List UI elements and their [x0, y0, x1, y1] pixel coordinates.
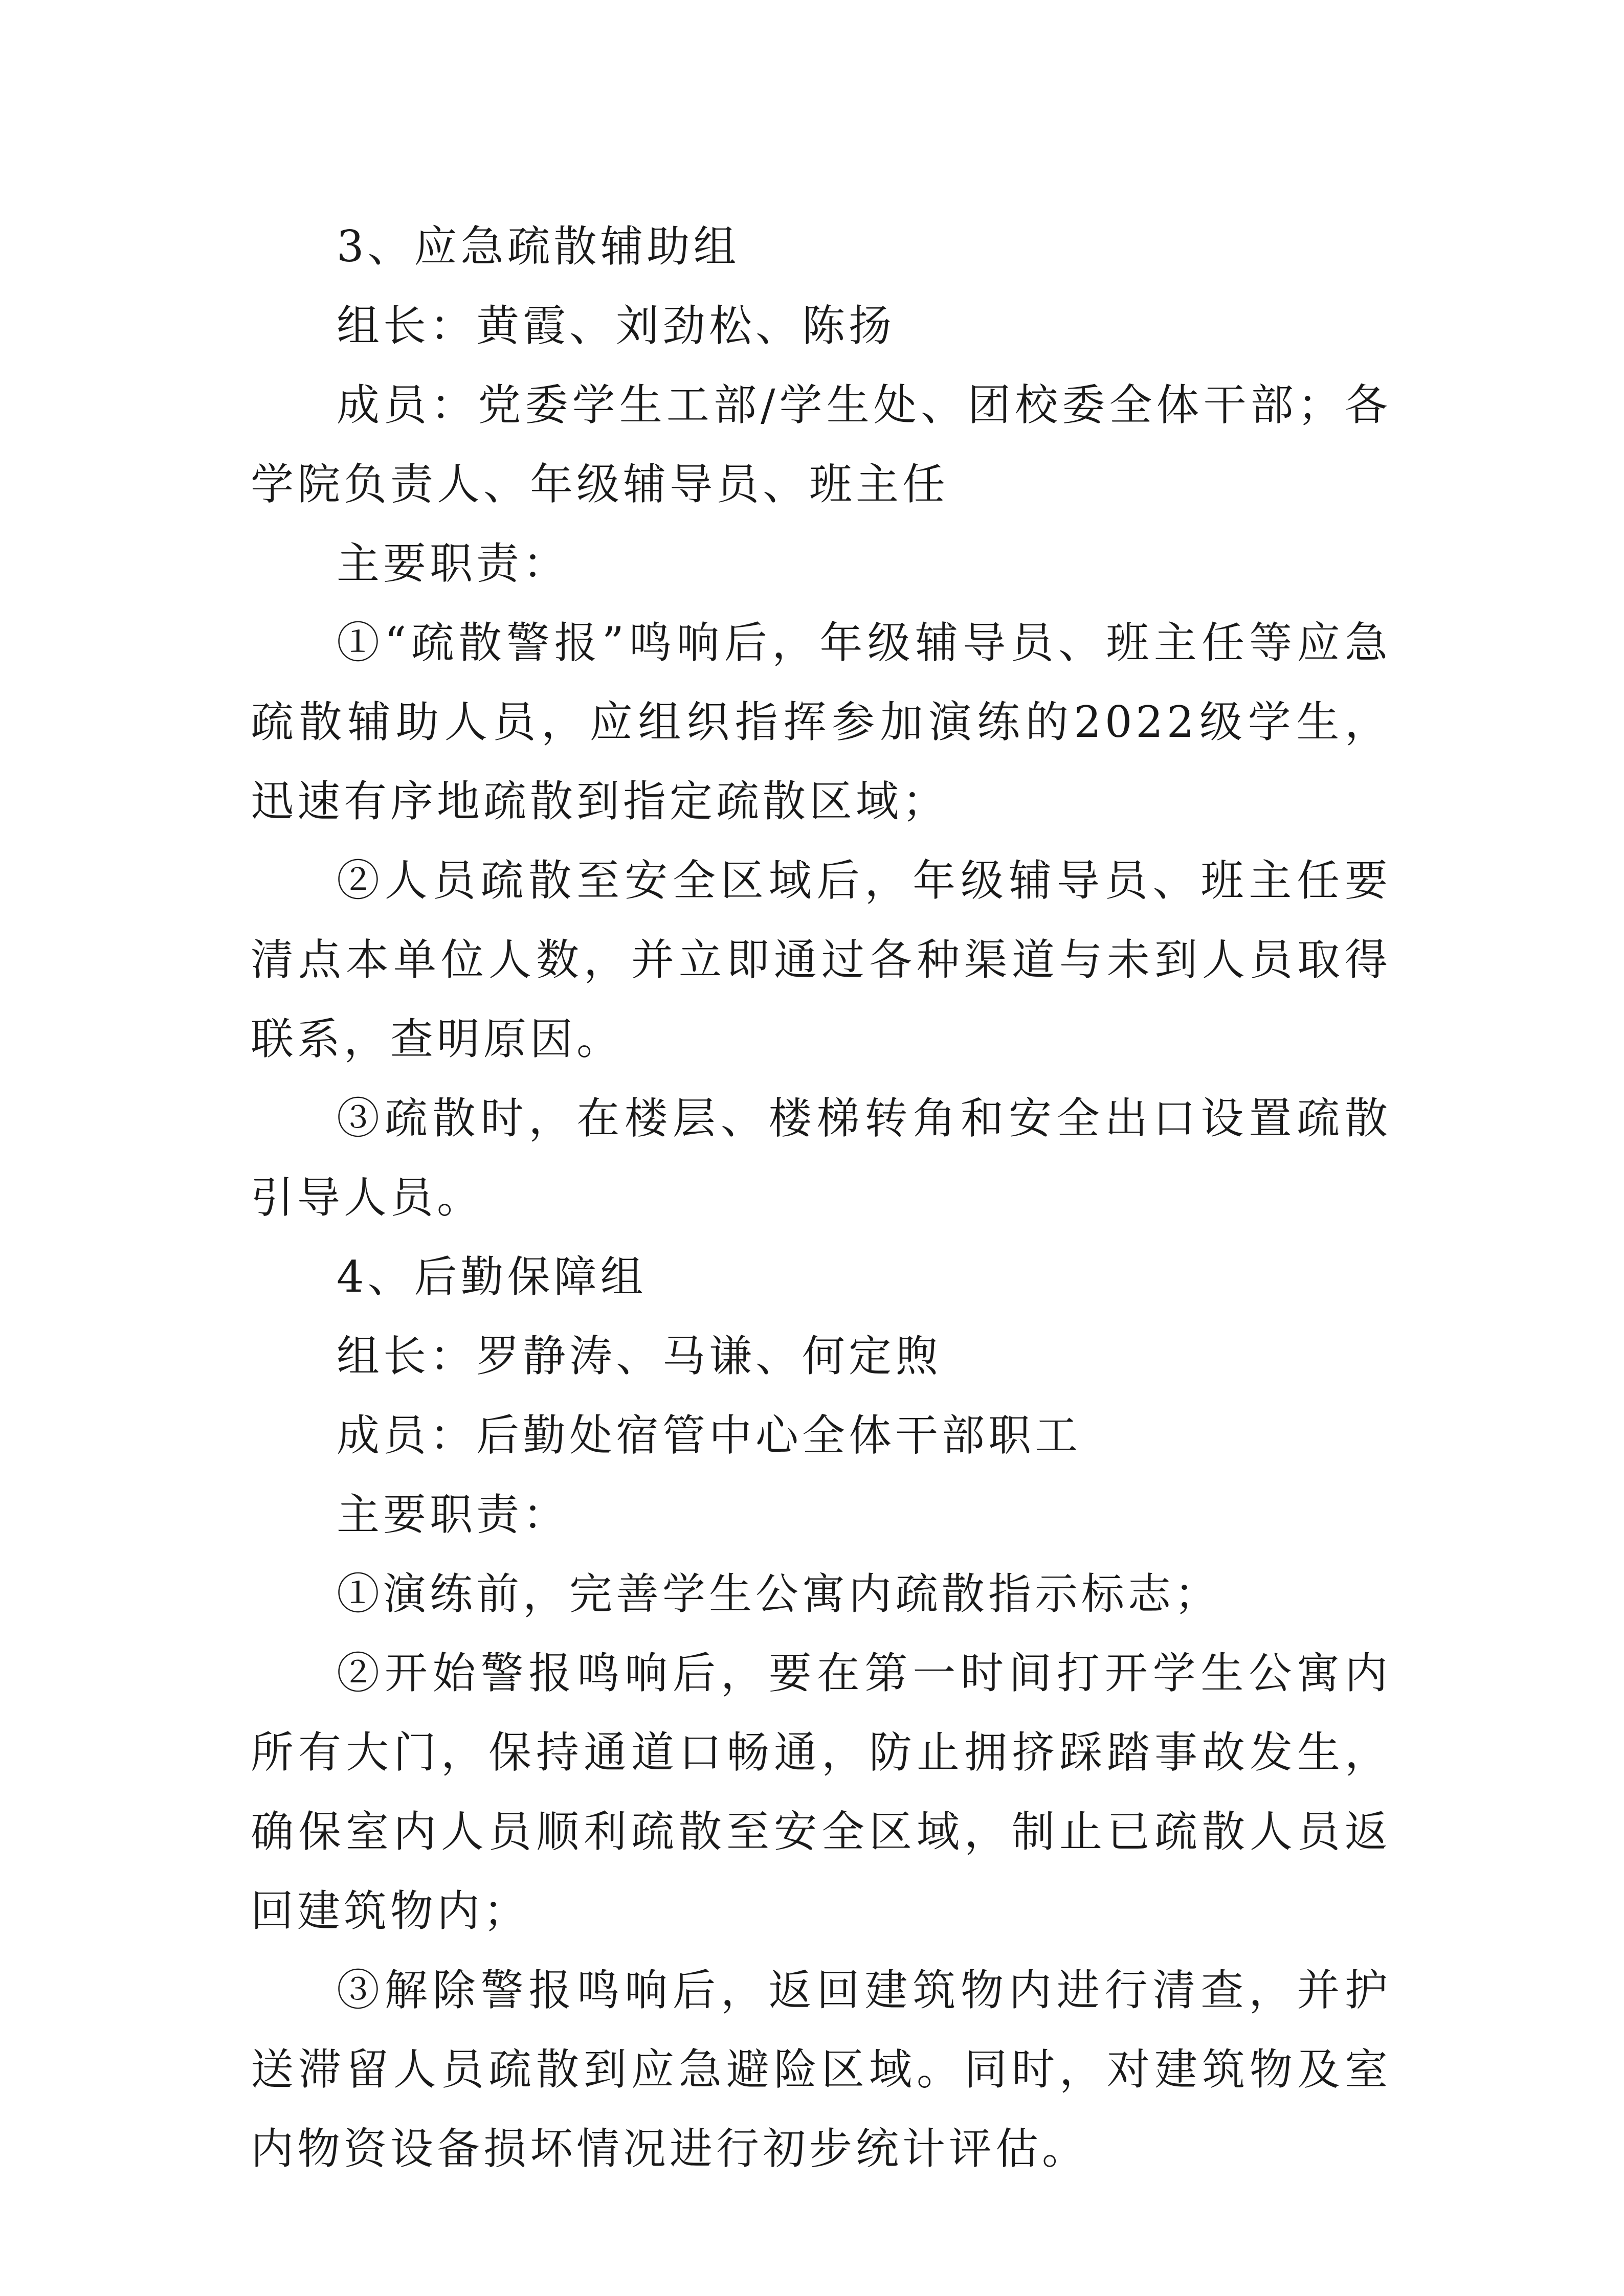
duty-item: ②开始警报鸣响后，要在第一时间打开学生公寓内所有大门，保持通道口畅通，防止拥挤踩踏事故发生，确保室内人员顺利疏散至安全区域，制止已疏散人员返回建筑物内； [251, 1648, 1391, 1936]
duty-item: ②人员疏散至安全区域后，年级辅导员、班主任要清点本单位人数，并立即通过各种渠道与未到人员取得联系，查明原因。 [251, 856, 1391, 1064]
group-members: 成员：后勤处宿管中心全体干部职工 [337, 1410, 1082, 1460]
duty-item: ③疏散时，在楼层、楼梯转角和安全出口设置疏散引导人员。 [251, 1093, 1391, 1223]
section-heading-logistics: 4、后勤保障组 [337, 1252, 647, 1302]
duty-item: ③解除警报鸣响后，返回建筑物内进行清查，并护送滞留人员疏散到应急避险区域。同时，对建筑物及室内物资设备损坏情况进行初步统计评估。 [251, 1965, 1391, 2174]
group-members: 成员：党委学生工部/学生处、团校委全体干部；各学院负责人、年级辅导员、班主任 [251, 380, 1391, 509]
document-body [251, 207, 1391, 2189]
group-leaders: 组长：黄霞、刘劲松、陈扬 [337, 301, 896, 351]
duties-label: 主要职责： [337, 1490, 570, 1540]
duties-label: 主要职责： [337, 538, 570, 589]
section-heading-evacuation-assist: 3、应急疏散辅助组 [337, 221, 740, 272]
duty-item: ①演练前，完善学生公寓内疏散指示标志； [337, 1569, 1221, 1619]
duty-item: ①“疏散警报”鸣响后，年级辅导员、班主任等应急疏散辅助人员，应组织指挥参加演练的2022级学生，迅速有序地疏散到指定疏散区域； [251, 618, 1391, 826]
group-leaders: 组长：罗静涛、马谦、何定煦 [337, 1331, 942, 1381]
